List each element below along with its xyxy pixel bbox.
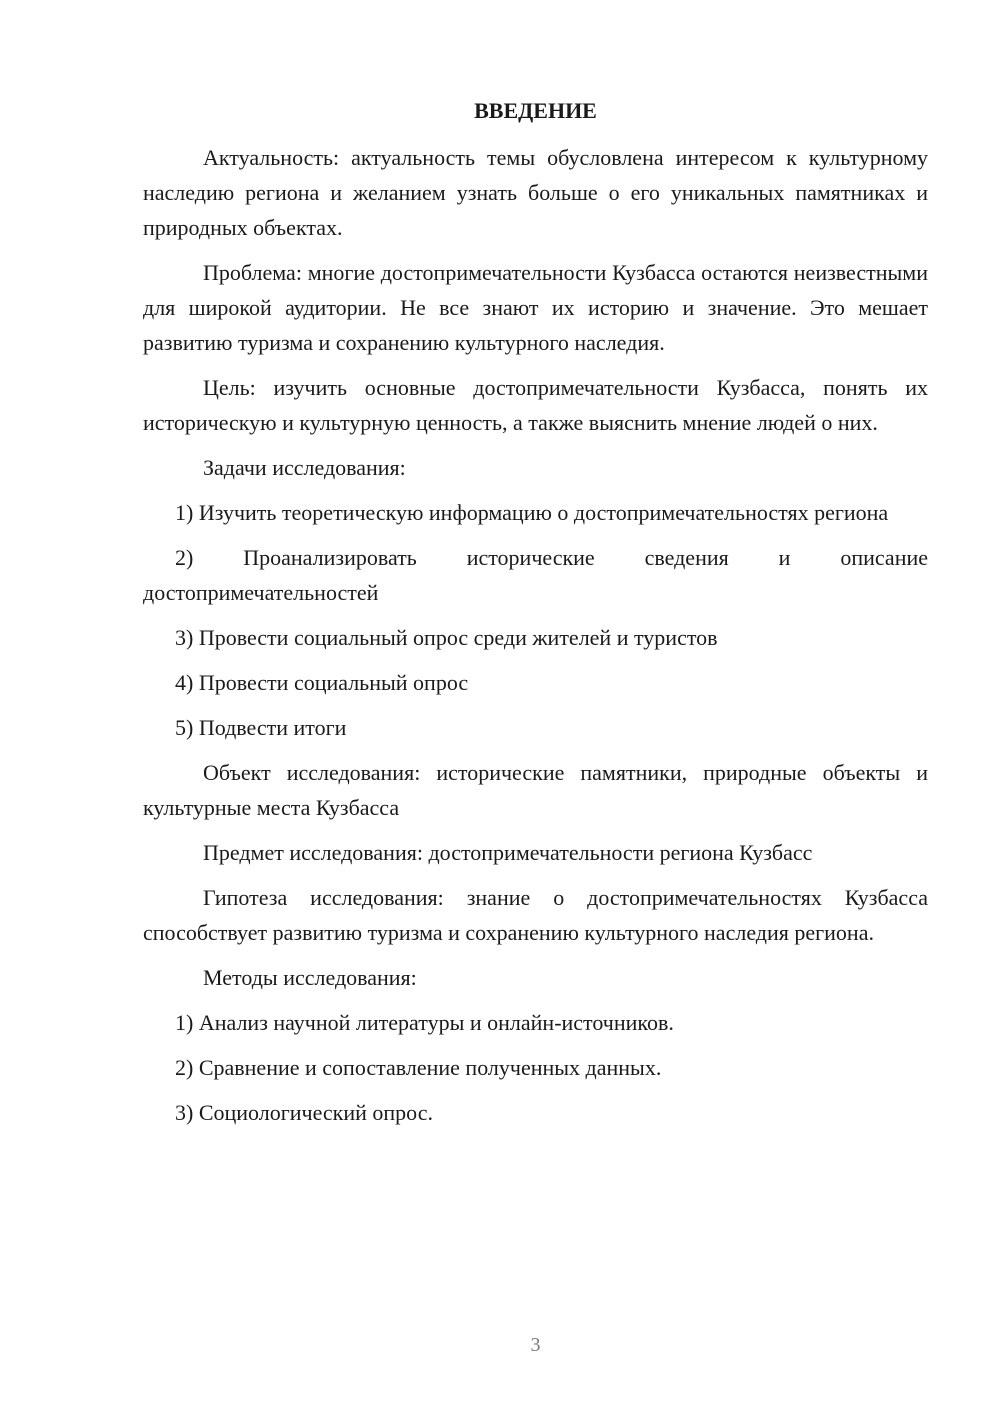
paragraph-tasks-heading: Задачи исследования: (203, 455, 406, 480)
paragraph-methods-heading: Методы исследования: (203, 965, 417, 990)
method-item-2: 2) Сравнение и сопоставление полученных данных. (175, 1055, 662, 1080)
task-item-2: 2) Проанализировать исторические сведения и описание достопримечательностей (143, 545, 928, 605)
task-item-4: 4) Провести социальный опрос (175, 670, 469, 695)
paragraph-relevance: Актуальность: актуальность темы обусловлена интересом к культурному наследию региона и желанием узнать больше о его уникальных памятниках и природных объектах. (143, 145, 928, 240)
paragraph-subject: Предмет исследования: достопримечательности региона Кузбасс (203, 840, 813, 865)
method-item-1: 1) Анализ научной литературы и онлайн-источников. (175, 1010, 674, 1035)
task-item-5: 5) Подвести итоги (175, 715, 347, 740)
task-item-1: 1) Изучить теоретическую информацию о достопримечательностях региона (175, 500, 889, 525)
task-item-3: 3) Провести социальный опрос среди жителей и туристов (175, 625, 718, 650)
paragraph-hypothesis: Гипотеза исследования: знание о достопримечательностях Кузбасса способствует развитию туризма и сохранению культурного наследия региона. (143, 885, 928, 945)
document-body (143, 140, 928, 1140)
paragraph-object: Объект исследования: исторические памятники, природные объекты и культурные места Кузбасса (143, 760, 928, 820)
paragraph-goal: Цель: изучить основные достопримечательности Кузбасса, понять их историческую и культурную ценность, а также выяснить мнение людей о них. (143, 375, 928, 435)
section-title: ВВЕДЕНИЕ (474, 98, 597, 123)
method-item-3: 3) Социологический опрос. (175, 1100, 433, 1125)
document-page (143, 0, 928, 1414)
page-number: 3 (530, 1334, 541, 1356)
paragraph-problem: Проблема: многие достопримечательности Кузбасса остаются неизвестными для широкой аудитории. Не все знают их историю и значение. Это мешает развитию туризма и сохранению культурного наследия. (143, 260, 928, 355)
